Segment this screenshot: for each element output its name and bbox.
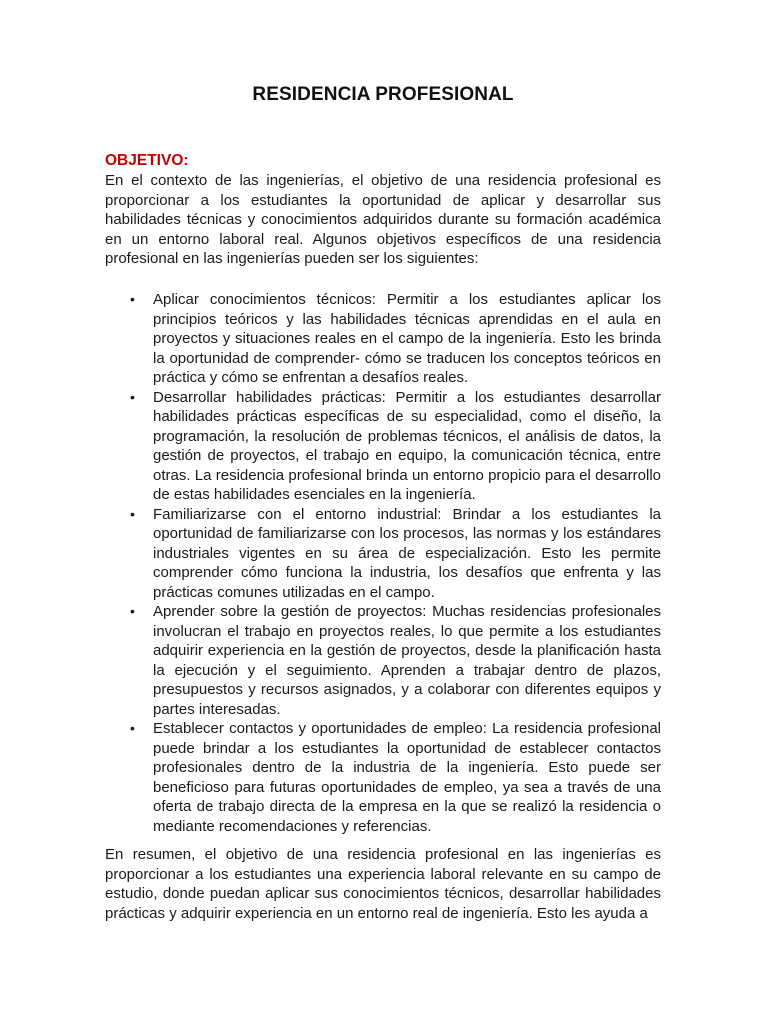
list-item: [105, 290, 661, 388]
list-item-text: Familiarizarse con el entorno industrial: Brindar a los estudiantes la oportunidad de familiarizarse con los procesos, las normas y los estándares industriales vigentes en su área de especialización. Esto les permite comprender cómo funciona la industria, los desafíos que enfrenta y las prácticas comunes utilizadas en el campo.: [153, 505, 661, 601]
bullet-icon: •: [130, 505, 135, 522]
list-item: [105, 719, 661, 836]
document-title: RESIDENCIA PROFESIONAL: [252, 84, 514, 105]
objective-heading: OBJETIVO:: [105, 152, 189, 169]
bullet-icon: •: [130, 720, 135, 736]
objectives-list: [105, 290, 661, 836]
summary-paragraph: En resumen, el objetivo de una residencia profesional en las ingenierías es proporcionar a los estudiantes una experiencia laboral relevante en su campo de estudio, donde puedan aplicar sus conocimientos técnicos, desarrollar habilidades prácticas y adquirir experiencia en un entorno real de ingeniería. Esto les ayuda a: [105, 846, 661, 922]
list-item-text: Desarrollar habilidades prácticas: Permitir a los estudiantes desarrollar habilidades prácticas específicas de su especialidad, como el diseño, la programación, la resolución de problemas técnicos, el análisis de datos, la gestión de proyectos, el trabajo en equipo, la comunicación técnica, entre otras. La residencia profesional brinda un entorno propicio para el desarrollo de estas habilidades esenciales en la ingeniería.: [153, 388, 661, 503]
list-item-text: Aplicar conocimientos técnicos: Permitir a los estudiantes aplicar los principios teóricos y las habilidades técnicas aprendidas en el aula en proyectos y situaciones reales en el campo de la ingeniería. Esto les brinda la oportunidad de comprender- cómo se traducen los conceptos teóricos en práctica y cómo se enfrentan a desafíos reales.: [153, 291, 661, 386]
bullet-icon: •: [130, 388, 135, 405]
list-item-text: Establecer contactos y oportunidades de empleo: La residencia profesional puede brindar a los estudiantes la oportunidad de establecer contactos profesionales dentro de la industria de la ingeniería. Esto puede ser beneficioso para futuras oportunidades de empleo, ya sea a través de una oferta de trabajo directa de la empresa en la que se realizó la residencia o mediante recomendaciones y referencias.: [153, 720, 661, 835]
list-item: [105, 388, 661, 505]
bullet-icon: •: [130, 291, 135, 307]
bullet-icon: •: [130, 603, 135, 619]
list-item: [105, 505, 661, 603]
list-item: [105, 602, 661, 719]
list-item-text: Aprender sobre la gestión de proyectos: Muchas residencias profesionales involucran el trabajo en proyectos reales, lo que permite a los estudiantes adquirir experiencia en la gestión de proyectos, desde la planificación hasta la ejecución y el seguimiento. Aprenden a trabajar dentro de plazos, presupuestos y recursos asignados, y a colaborar con diferentes equipos y partes interesadas.: [153, 603, 661, 718]
intro-paragraph: En el contexto de las ingenierías, el objetivo de una residencia profesional es proporcionar a los estudiantes la oportunidad de aplicar y desarrollar sus habilidades técnicas y conocimientos adquiridos durante su formación académica en un entorno laboral real. Algunos objetivos específicos de una residencia profesional en las ingenierías pueden ser los siguientes:: [105, 172, 661, 267]
